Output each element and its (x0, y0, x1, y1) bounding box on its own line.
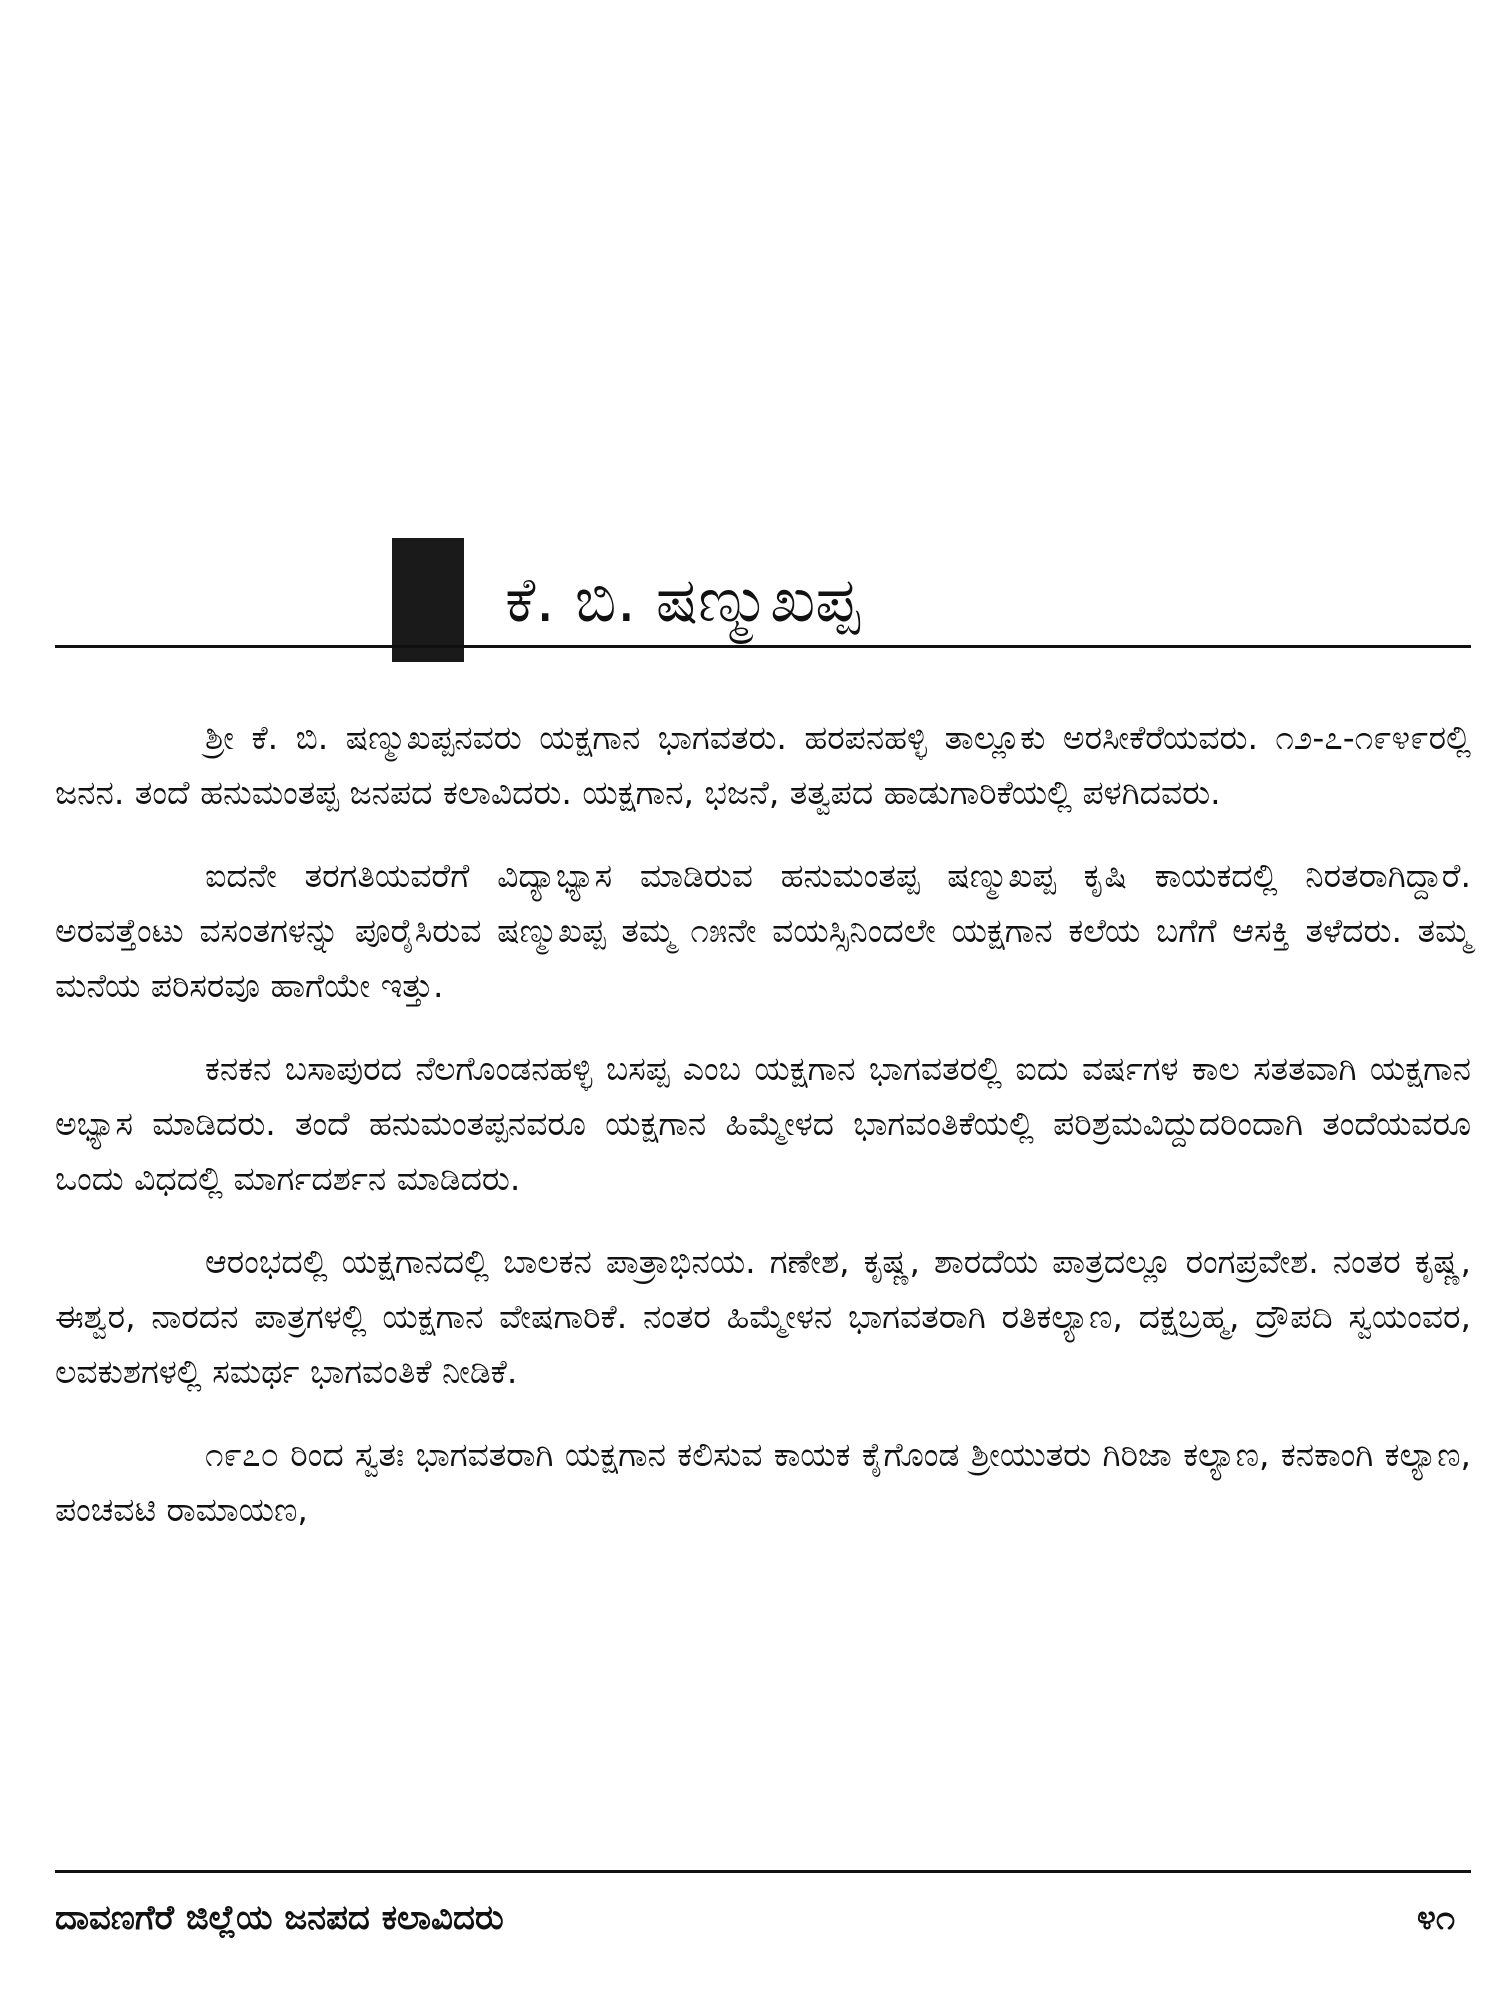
paragraph: ಐದನೇ ತರಗತಿಯವರೆಗೆ ವಿದ್ಯಾಭ್ಯಾಸ ಮಾಡಿರುವ ಹನುಮಂತಪ್ಪ ಷಣ್ಮುಖಪ್ಪ ಕೃಷಿ ಕಾಯಕದಲ್ಲಿ ನಿರತರಾಗಿದ್ದಾರೆ. ಅರವತ್ತೆಂಟು ವಸಂತಗಳನ್ನು ಪೂರೈಸಿರುವ ಷಣ್ಮುಖಪ್ಪ ತಮ್ಮ ೧೫ನೇ ವಯಸ್ಸಿನಿಂದಲೇ ಯಕ್ಷಗಾನ ಕಲೆಯ ಬಗೆಗೆ ಆಸಕ್ತಿ ತಳೆದರು. ತಮ್ಮ ಮನೆಯ ಪರಿಸರವೂ ಹಾಗೆಯೇ ಇತ್ತು. (55, 856, 1471, 1005)
article-body (55, 710, 1471, 1565)
page-title: ಕೆ. ಬಿ. ಷಣ್ಮುಖಪ್ಪ (505, 563, 860, 636)
footer-rule (55, 1870, 1471, 1873)
paragraph: ಕನಕನ ಬಸಾಪುರದ ನೆಲಗೊಂಡನಹಳ್ಳಿ ಬಸಪ್ಪ ಎಂಬ ಯಕ್ಷಗಾನ ಭಾಗವತರಲ್ಲಿ ಐದು ವರ್ಷಗಳ ಕಾಲ ಸತತವಾಗಿ ಯಕ್ಷಗಾನ ಅಭ್ಯಾಸ ಮಾಡಿದರು. ತಂದೆ ಹನುಮಂತಪ್ಪನವರೂ ಯಕ್ಷಗಾನ ಹಿಮ್ಮೇಳದ ಭಾಗವಂತಿಕೆಯಲ್ಲಿ ಪರಿಶ್ರಮವಿದ್ದುದರಿಂದಾಗಿ ತಂದೆಯವರೂ ಒಂದು ವಿಧದಲ್ಲಿ ಮಾರ್ಗದರ್ಶನ ಮಾಡಿದರು. (55, 1049, 1471, 1198)
paragraph: ಶ್ರೀ ಕೆ. ಬಿ. ಷಣ್ಮುಖಪ್ಪನವರು ಯಕ್ಷಗಾನ ಭಾಗವತರು. ಹರಪನಹಳ್ಳಿ ತಾಲ್ಲೂಕು ಅರಸೀಕೆರೆಯವರು. ೧೨-೭-೧೯೪೯ರಲ್ಲಿ ಜನನ. ತಂದೆ ಹನುಮಂತಪ್ಪ ಜನಪದ ಕಲಾವಿದರು. ಯಕ್ಷಗಾನ, ಭಜನೆ, ತತ್ವಪದ ಹಾಡುಗಾರಿಕೆಯಲ್ಲಿ ಪಳಗಿದವರು. (55, 718, 1471, 812)
title-rule (55, 645, 1471, 648)
footer-page-number: ೪೧ (1416, 1898, 1455, 1938)
paragraph: ಆರಂಭದಲ್ಲಿ ಯಕ್ಷಗಾನದಲ್ಲಿ ಬಾಲಕನ ಪಾತ್ರಾಭಿನಯ. ಗಣೇಶ, ಕೃಷ್ಣ, ಶಾರದೆಯ ಪಾತ್ರದಲ್ಲೂ ರಂಗಪ್ರವೇಶ. ನಂತರ ಕೃಷ್ಣ, ಈಶ್ವರ, ನಾರದನ ಪಾತ್ರಗಳಲ್ಲಿ ಯಕ್ಷಗಾನ ವೇಷಗಾರಿಕೆ. ನಂತರ ಹಿಮ್ಮೇಳನ ಭಾಗವತರಾಗಿ ರತಿಕಲ್ಯಾಣ, ದಕ್ಷಬ್ರಹ್ಮ, ದ್ರೌಪದಿ ಸ್ವಯಂವರ, ಲವಕುಶಗಳಲ್ಲಿ ಸಮರ್ಥ ಭಾಗವಂತಿಕೆ ನೀಡಿಕೆ. (55, 1242, 1471, 1391)
footer-book-title: ದಾವಣಗೆರೆ ಜಿಲ್ಲೆಯ ಜನಪದ ಕಲಾವಿದರು (55, 1898, 504, 1938)
paragraph: ೧೯೭೦ ರಿಂದ ಸ್ವತಃ ಭಾಗವತರಾಗಿ ಯಕ್ಷಗಾನ ಕಲಿಸುವ ಕಾಯಕ ಕೈಗೊಂಡ ಶ್ರೀಯುತರು ಗಿರಿಜಾ ಕಲ್ಯಾಣ, ಕನಕಾಂಗಿ ಕಲ್ಯಾಣ, ಪಂಚವಟಿ ರಾಮಾಯಣ, (55, 1435, 1471, 1529)
title-decoration-block (392, 538, 464, 662)
